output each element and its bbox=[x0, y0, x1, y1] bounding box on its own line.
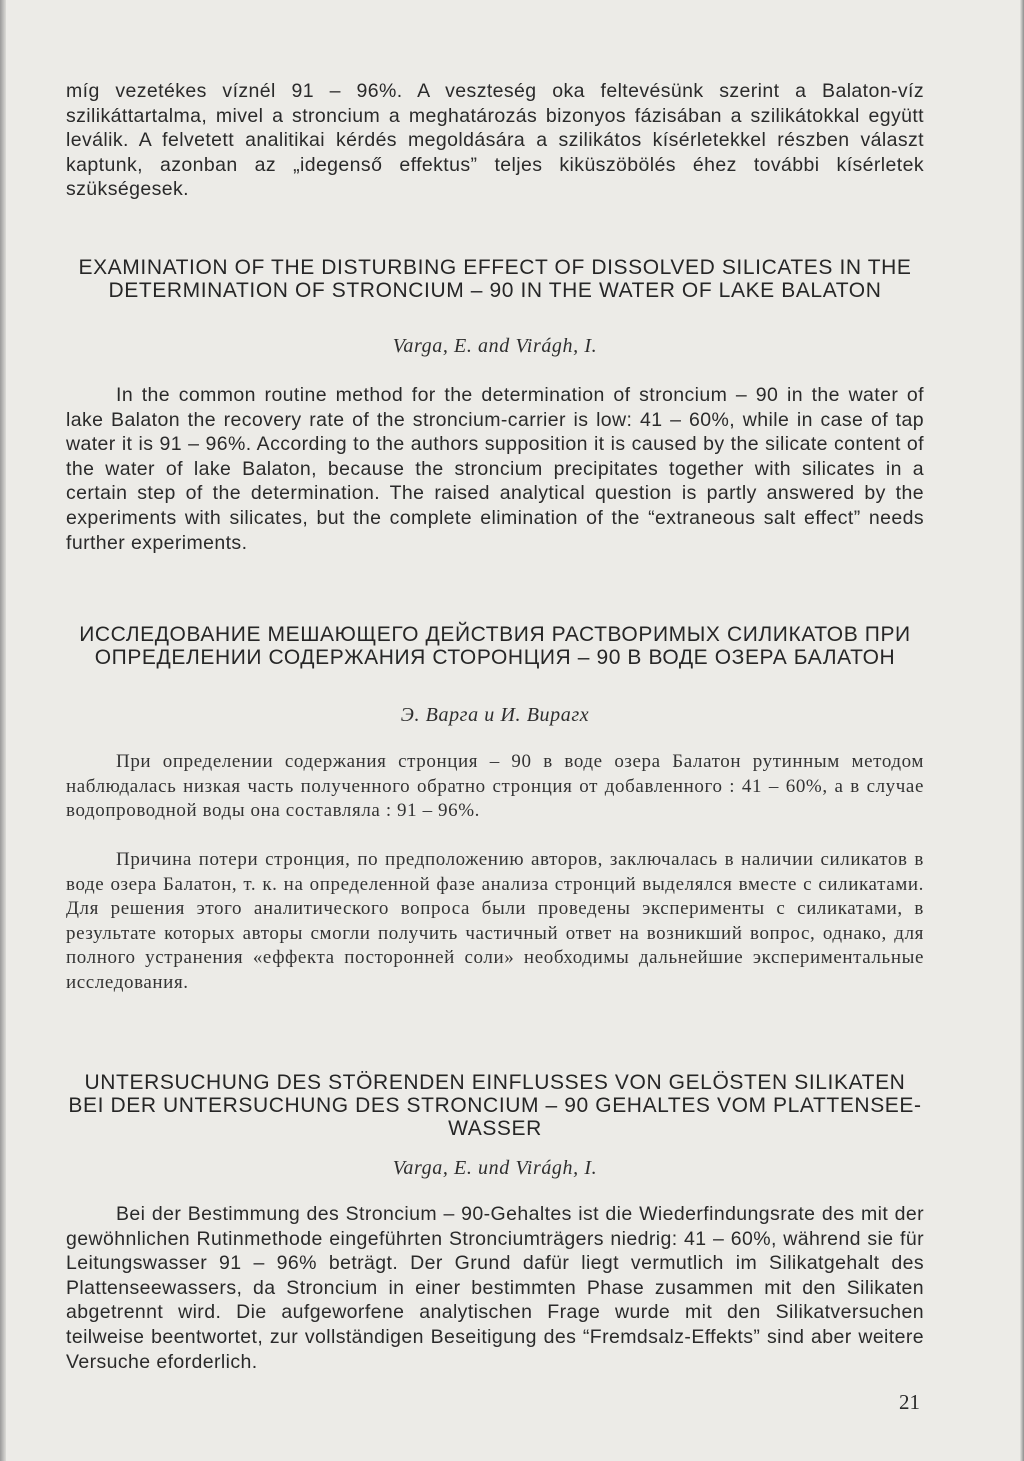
page-number: 21 bbox=[899, 1390, 920, 1414]
russian-title: ИССЛЕДОВАНИЕ МЕШАЮЩЕГО ДЕЙСТВИЯ РАСТВОРИМЫХ СИЛИКАТОВ ПРИ ОПРЕДЕЛЕНИИ СОДЕРЖАНИЯ СТОРОНЦИЯ – 90 В ВОДЕ ОЗЕРА БАЛАТОН bbox=[79, 623, 911, 669]
german-authors: Varga, E. und Virágh, I. bbox=[392, 1157, 598, 1179]
german-abstract: Bei der Bestimmung des Stroncium – 90-Gehaltes ist die Wiederfindungsrate des mit der gewöhnlichen Rutinmethode eingeführten Stronciumträgers niedrig: 41 – 60%, während sie für Leitungswasser 91 – 96% beträgt. Der Grund dafür liegt vermutlich im Silikatgehalt des Plattenseewassers, da Stroncium in einer bestimmten Phase zusammen mit den Silikaten abgetrennt wird. Die aufgeworfene analytischen Frage wurde mit den Silikatversuchen teilweise beentwortet, zur vollständigen Beseitigung des “Fremdsalz-Effekts” sind aber weitere Versuche eforderlich. bbox=[66, 1203, 924, 1373]
english-authors: Varga, E. and Virágh, I. bbox=[392, 335, 598, 357]
russian-authors: Э. Варга и И. Вирагх bbox=[400, 704, 590, 726]
german-title: UNTERSUCHUNG DES STÖRENDEN EINFLUSSES VON GELÖSTEN SILIKATEN BEI DER UNTERSUCHUNG DES STRONCIUM – 90 GEHALTES VOM PLATTENSEE-WASSER bbox=[68, 1071, 922, 1140]
russian-paragraph-2: Причина потери стронция, по предположению авторов, заключалась в наличии силикатов в воде озера Балатон, т. к. на определенной фазе анализа стронций выделялся вместе с силикатами. Для решения этого аналитического вопроса были проведены эксперименты с силикатами, в результате которых авторы смогли получить частичный ответ на возникший вопрос, однако, для полного устранения «еффекта посторонней соли» необходимы дальнейшие экспериментальные исследования. bbox=[66, 849, 924, 993]
english-title: EXAMINATION OF THE DISTURBING EFFECT OF DISSOLVED SILICATES IN THE DETERMINATION OF STRONCIUM – 90 IN THE WATER OF LAKE BALATON bbox=[78, 256, 912, 302]
english-abstract: In the common routine method for the determination of stroncium – 90 in the water of lake Balaton the recovery rate of the stroncium-carrier is low: 41 – 60%, while in case of tap water it is 91 – 96%. According to the authors supposition it is caused by the silicate content of the water of lake Balaton, because the stroncium precipitates together with silicates in a certain step of the determination. The raised analytical question is partly answered by the experiments with silicates, but the complete elimination of the “extraneous salt effect” needs further experiments. bbox=[66, 384, 924, 554]
page-edge-left bbox=[0, 0, 6, 1461]
russian-paragraph-1: При определении содержания стронция – 90 в воде озера Балатон рутинным методом наблюдалась низкая часть полученного обратно стронция от добавленного : 41 – 60%, а в случае водопроводной воды она составляла : 91 – 96%. bbox=[66, 751, 924, 822]
page-edge-right bbox=[1020, 0, 1024, 1461]
hungarian-continuation-paragraph: míg vezetékes víznél 91 – 96%. A veszteség oka feltevésünk szerint a Balaton-víz szilikáttartalma, mivel a stroncium a meghatározás bizonyos fázisában a szilikátokkal együtt leválik. A felvetett analitikai kérdés megoldására a szilikátos kísérletekkel részben választ kaptunk, azonban az „idegenső effektus” teljes kiküszöbölés éhez további kísérletek szükségesek. bbox=[66, 80, 924, 201]
